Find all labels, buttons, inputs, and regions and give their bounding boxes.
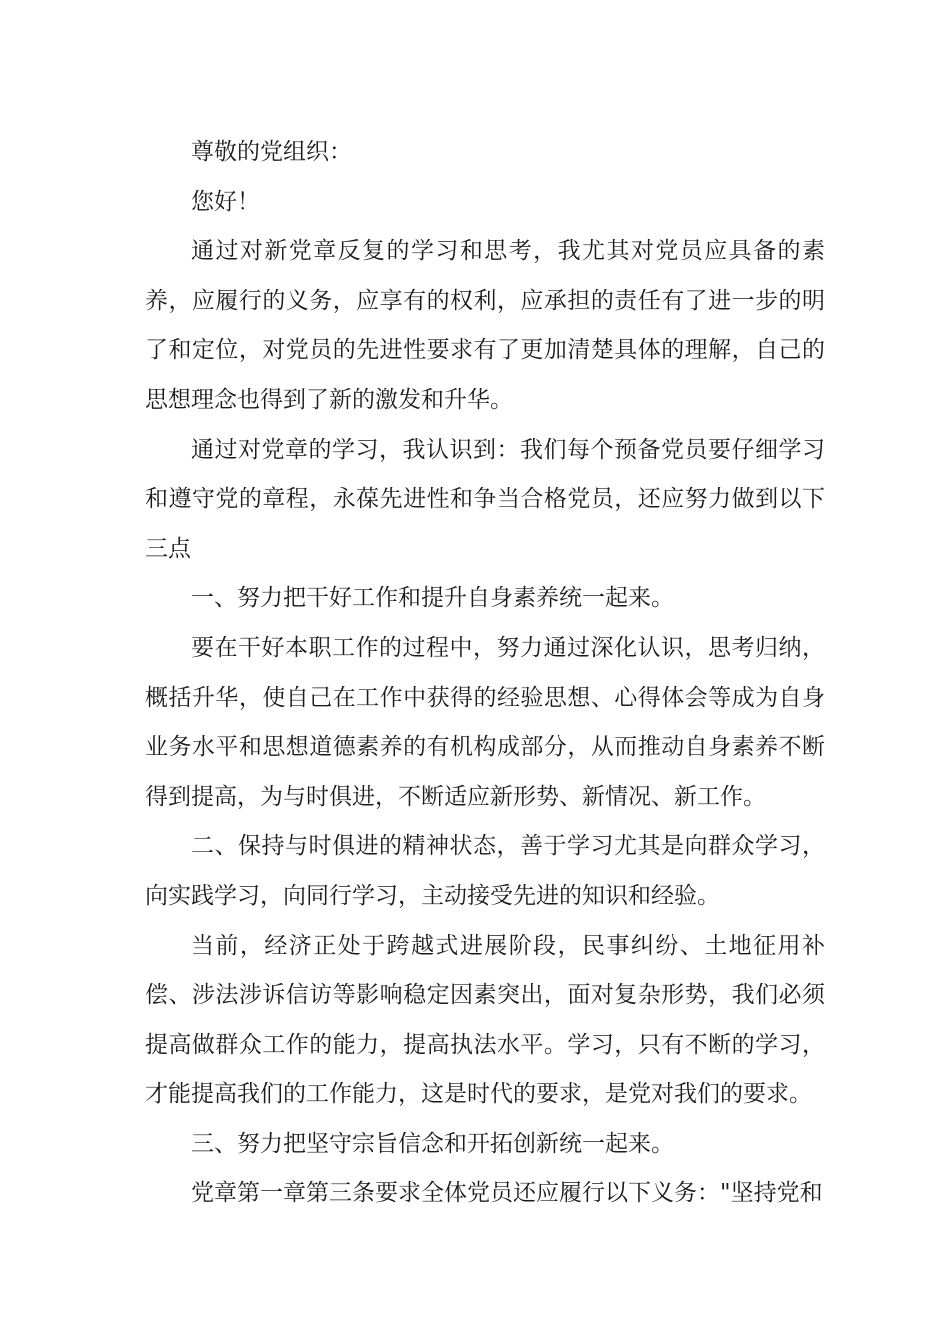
document-body [145, 128, 825, 1219]
paragraph-3: 要在干好本职工作的过程中，努力通过深化认识，思考归纳，概括升华，使自己在工作中获得的经验思想、心得体会等成为自身业务水平和思想道德素养的有机构成部分，从而推动自身素养不断得到提高，为与时俱进，不断适应新形势、新情况、新工作。 [145, 634, 825, 810]
section-heading-2: 二、保持与时俱进的精神状态，善于学习尤其是向群众学习，向实践学习，向同行学习，主动接受先进的知识和经验。 [145, 833, 825, 909]
paragraph-1: 通过对新党章反复的学习和思考，我尤其对党员应具备的素养，应履行的义务，应享有的权利，应承担的责任有了进一步的明了和定位，对党员的先进性要求有了更加清楚具体的理解，自己的思想理念也得到了新的激发和升华。 [145, 238, 825, 413]
paragraph-4: 当前，经济正处于跨越式进展阶段，民事纠纷、土地征用补偿、涉法涉诉信访等影响稳定因素突出，面对复杂形势，我们必须提高做群众工作的能力，提高执法水平。学习，只有不断的学习，才能提高我们的工作能力，这是时代的要求，是党对我们的要求。 [145, 932, 825, 1108]
section-heading-1: 一、努力把干好工作和提升自身素养统一起来。 [191, 585, 674, 612]
section-heading-3: 三、努力把坚守宗旨信念和开拓创新统一起来。 [191, 1130, 674, 1157]
salutation: 尊敬的党组织： [191, 139, 352, 165]
paragraph-2: 通过对党章的学习，我认识到：我们每个预备党员要仔细学习和遵守党的章程，永葆先进性和争当合格党员，还应努力做到以下三点 [145, 436, 825, 562]
paragraph-5: 党章第一章第三条要求全体党员还应履行以下义务："坚持党和 [191, 1180, 823, 1207]
greeting: 您好！ [191, 188, 260, 215]
